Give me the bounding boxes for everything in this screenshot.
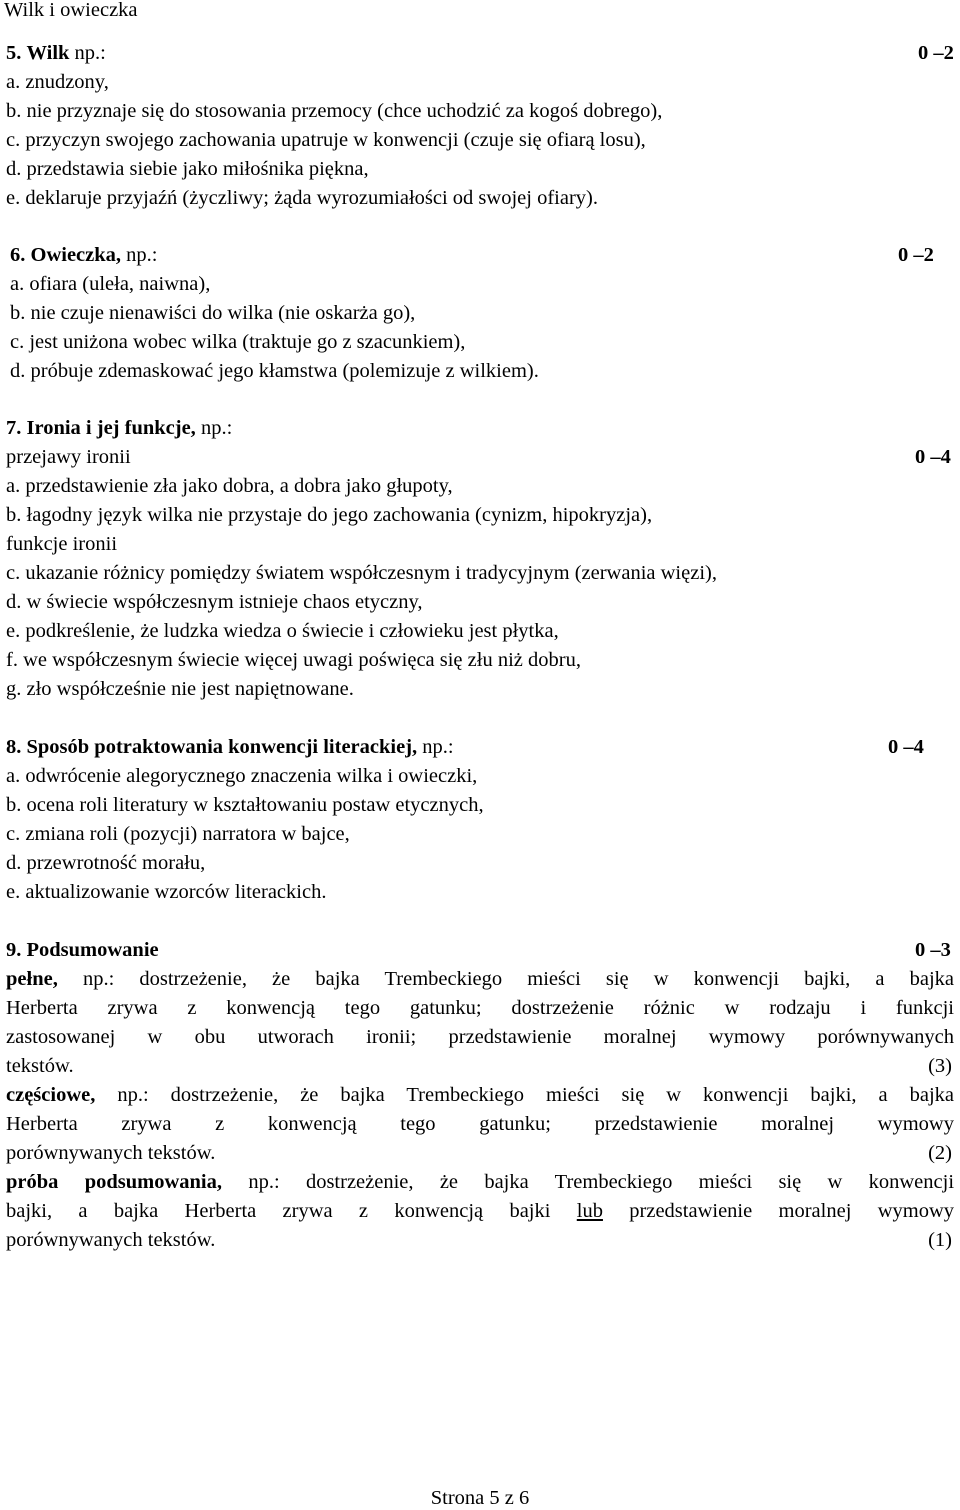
section-9-full-label: pełne, xyxy=(6,968,58,990)
section-5-np: np.: xyxy=(74,42,106,64)
section-9-title: Podsumowanie xyxy=(26,939,159,961)
section-9-partial-text-1: dostrzeżenie, że bajka Trembeckiego mieści się w konwencji bajki, a bajka xyxy=(170,1084,955,1106)
section-9-attempt-text-2a: bajki, a bajka Herberta zrywa z konwencją bajki xyxy=(6,1200,551,1222)
section-6-item-d: d. próbuje zdemaskować jego kłamstwa (polemizuje z wilkiem). xyxy=(10,360,539,382)
section-9-full-np: np.: xyxy=(82,968,115,990)
section-9-attempt-line-3: porównywanych tekstów. xyxy=(6,1229,216,1251)
section-9-full-text-1: dostrzeżenie, że bajka Trembeckiego mieści się w konwencji bajki, a bajka xyxy=(139,968,954,990)
page-header-title: Wilk i owieczka xyxy=(4,0,138,21)
section-6-score: 0 –2 xyxy=(898,244,934,266)
section-7-subheading-functions: funkcje ironii xyxy=(6,533,118,555)
section-8-item-c: c. zmiana roli (pozycji) narratora w bajce, xyxy=(6,823,350,845)
section-5-item-b: b. nie przyznaje się do stosowania przemocy (chce uchodzić za kogoś dobrego), xyxy=(6,100,663,122)
section-9-partial-points: (2) xyxy=(928,1142,952,1164)
section-6-heading xyxy=(10,243,157,267)
section-7-item-g: g. zło współcześnie nie jest napiętnowane. xyxy=(6,678,354,700)
section-9-partial-np: np.: xyxy=(117,1084,149,1106)
section-9-heading xyxy=(6,938,159,962)
section-9-full-points: (3) xyxy=(928,1055,952,1077)
section-9-attempt-points: (1) xyxy=(928,1229,952,1251)
section-7-item-c: c. ukazanie różnicy pomiędzy światem współczesnym i tradycyjnym (zerwania więzi), xyxy=(6,562,717,584)
section-6-title: Owieczka, xyxy=(30,244,122,266)
section-8-item-b: b. ocena roli literatury w kształtowaniu postaw etycznych, xyxy=(6,794,484,816)
section-9-full-line-4: tekstów. xyxy=(6,1055,74,1077)
section-5-item-d: d. przedstawia siebie jako miłośnika piękna, xyxy=(6,158,369,180)
section-9-attempt-text-1: dostrzeżenie, że bajka Trembeckiego mieści się w konwencji xyxy=(305,1171,955,1193)
section-9-partial-line-1 xyxy=(6,1083,954,1107)
section-7-title: Ironia i jej funkcje, xyxy=(26,417,196,439)
section-9-full-line-3: zastosowanej w obu utworach ironii; przedstawienie moralnej wymowy porównywanych xyxy=(6,1026,954,1048)
section-7-item-f: f. we współczesnym świecie więcej uwagi poświęca się złu niż dobru, xyxy=(6,649,581,671)
section-9-partial-line-2: Herberta zrywa z konwencją tego gatunku; przedstawienie moralnej wymowy xyxy=(6,1113,954,1135)
section-8-item-d: d. przewrotność morału, xyxy=(6,852,206,874)
section-9-attempt-text-2b: przedstawienie moralnej wymowy xyxy=(629,1200,955,1222)
section-7-subtitle: przejawy ironii xyxy=(6,446,131,468)
section-8-item-e: e. aktualizowanie wzorców literackich. xyxy=(6,881,327,903)
section-5-item-a: a. znudzony, xyxy=(6,71,109,93)
section-6-item-b: b. nie czuje nienawiści do wilka (nie oskarża go), xyxy=(10,302,416,324)
section-9-attempt-line-2 xyxy=(6,1199,954,1223)
section-8-item-a: a. odwrócenie alegorycznego znaczenia wilka i owieczki, xyxy=(6,765,478,787)
section-9-full-line-2: Herberta zrywa z konwencją tego gatunku; dostrzeżenie różnic w rodzaju i funkcji xyxy=(6,997,954,1019)
section-6-number: 6. xyxy=(10,244,26,266)
section-9-attempt-np: np.: xyxy=(248,1171,280,1193)
section-9-partial-label: częściowe, xyxy=(6,1084,96,1106)
section-8-score: 0 –4 xyxy=(888,736,924,758)
section-7-number: 7. xyxy=(6,417,22,439)
section-7-np: np.: xyxy=(200,417,233,439)
section-5-number: 5. xyxy=(6,42,22,64)
section-9-full-line-1 xyxy=(6,967,954,991)
section-9-partial-line-3: porównywanych tekstów. xyxy=(6,1142,216,1164)
section-9-attempt-line-1 xyxy=(6,1170,954,1194)
section-5-title: Wilk xyxy=(26,42,70,64)
section-7-score: 0 –4 xyxy=(915,446,951,468)
section-7-item-b: b. łagodny język wilka nie przystaje do jego zachowania (cynizm, hipokryzja), xyxy=(6,504,653,526)
section-8-heading xyxy=(6,735,454,759)
section-9-attempt-label: próba podsumowania, xyxy=(6,1171,222,1193)
section-6-item-c: c. jest uniżona wobec wilka (traktuje go z szacunkiem), xyxy=(10,331,466,353)
section-9-number: 9. xyxy=(6,939,22,961)
section-5-heading xyxy=(6,41,106,65)
section-7-heading xyxy=(6,416,232,440)
section-8-number: 8. xyxy=(6,736,22,758)
section-6-item-a: a. ofiara (uleła, naiwna), xyxy=(10,273,211,295)
section-5-score: 0 –2 xyxy=(918,42,954,64)
section-6-np: np.: xyxy=(126,244,158,266)
section-7-item-d: d. w świecie współczesnym istnieje chaos etyczny, xyxy=(6,591,423,613)
page-footer-number: Strona 5 z 6 xyxy=(430,1487,530,1509)
section-9-score: 0 –3 xyxy=(915,939,951,961)
section-8-np: np.: xyxy=(422,736,454,758)
section-5-item-c: c. przyczyn swojego zachowania upatruje w konwencji (czuje się ofiarą losu), xyxy=(6,129,646,151)
section-5-item-e: e. deklaruje przyjaźń (życzliwy; żąda wyrozumiałości od swojej ofiary). xyxy=(6,187,598,209)
section-7-item-e: e. podkreślenie, że ludzka wiedza o świecie i człowieku jest płytka, xyxy=(6,620,559,642)
section-7-item-a: a. przedstawienie zła jako dobra, a dobra jako głupoty, xyxy=(6,475,453,497)
section-9-attempt-or: lub xyxy=(576,1200,603,1222)
section-8-title: Sposób potraktowania konwencji literackiej, xyxy=(26,736,418,758)
